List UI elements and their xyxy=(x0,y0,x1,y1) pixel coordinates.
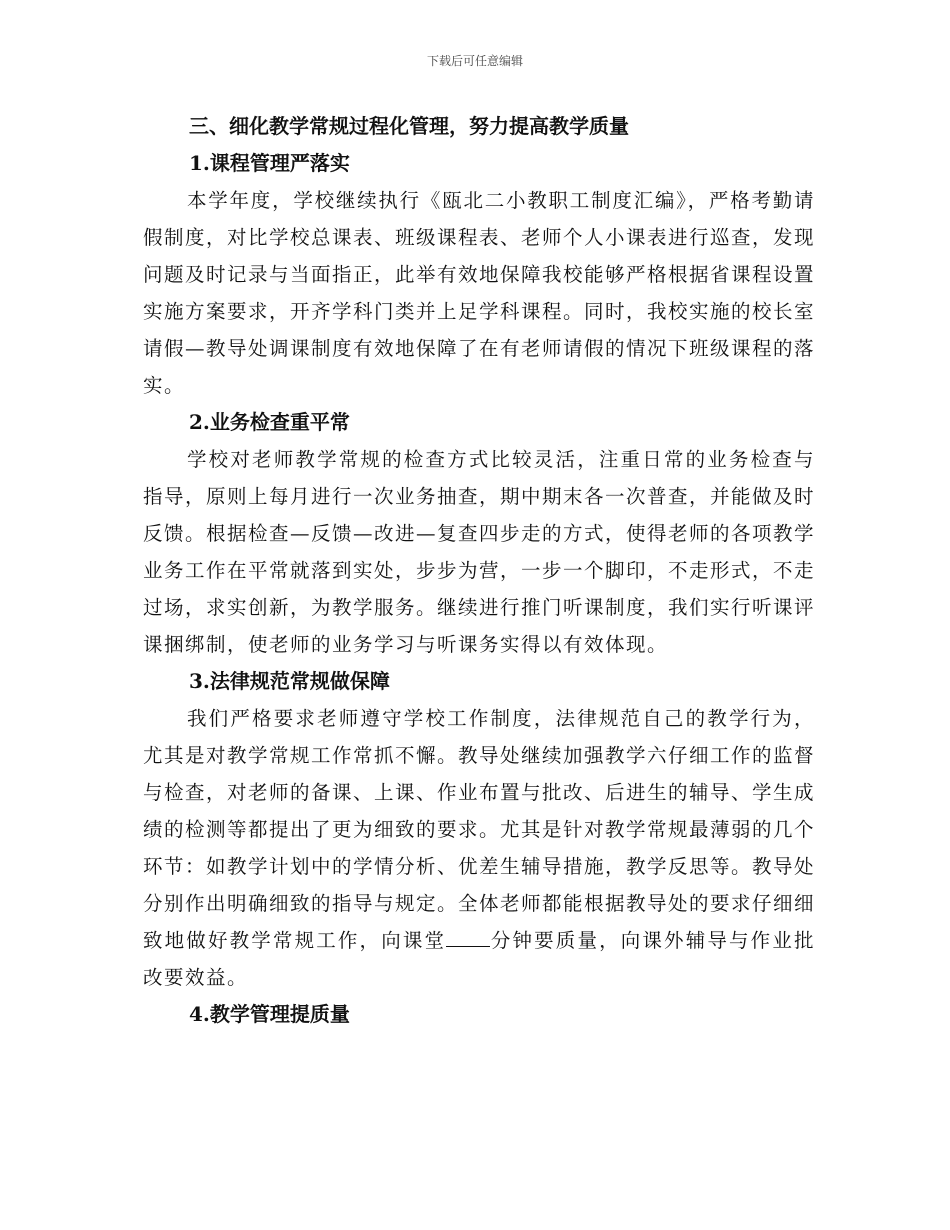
fill-in-blank xyxy=(446,928,490,947)
section-paragraph-2: 学校对老师教学常规的检查方式比较灵活，注重日常的业务检查与指导，原则上每月进行一次业务抽查，期中期末各一次普查，并能做及时反馈。根据检查—反馈—改进—复查四步走的方式，使得老师的各项教学业务工作在平常就落到实处，步步为营，一步一个脚印，不走形式，不走过场，求实创新，为教学服务。继续进行推门听课制度，我们实行听课评课捆绑制，使老师的业务学习与听课务实得以有效体现。 xyxy=(143,448,816,656)
document-body xyxy=(143,108,815,1033)
section-heading-4: 4.教学管理提质量 xyxy=(189,1002,350,1026)
main-heading: 三、细化教学常规过程化管理，努力提高教学质量 xyxy=(189,114,629,138)
section-paragraph-3-part-1: 我们严格要求老师遵守学校工作制度，法律规范自己的教学行为，尤其是对教学常规工作常抓不懈。教导处继续加强教学六仔细工作的监督与检查，对老师的备课、上课、作业布置与批改、后进生的辅导、学生成绩的检测等都提出了更为细致的要求。尤其是针对教学常规最薄弱的几个环节：如教学计划中的学情分析、优差生辅导措施，教学反思等。教导处分别作出明确细致的指导与规定。全体老师都能根据教导处的要求仔细细致地做好教学常规工作，向课堂 xyxy=(143,707,816,952)
section-heading-3: 3.法律规范常规做保障 xyxy=(189,669,390,693)
section-paragraph-3 xyxy=(143,700,815,996)
section-heading-2: 2.业务检查重平常 xyxy=(189,410,350,434)
section-paragraph-1: 本学年度，学校继续执行《瓯北二小教职工制度汇编》，严格考勤请假制度，对比学校总课表、班级课程表、老师个人小课表进行巡查，发现问题及时记录与当面指正，此举有效地保障我校能够严格根据省课程设置实施方案要求，开齐学科门类并上足学科课程。同时，我校实施的校长室请假—教导处调课制度有效地保障了在有老师请假的情况下班级课程的落实。 xyxy=(143,189,816,397)
section-paragraph-3-part-2: 分钟要质量，向课外辅导与作业批改要效益。 xyxy=(143,929,815,989)
section-heading-1: 1.课程管理严落实 xyxy=(189,151,350,175)
page-header-watermark: 下载后可任意编辑 xyxy=(426,54,523,68)
